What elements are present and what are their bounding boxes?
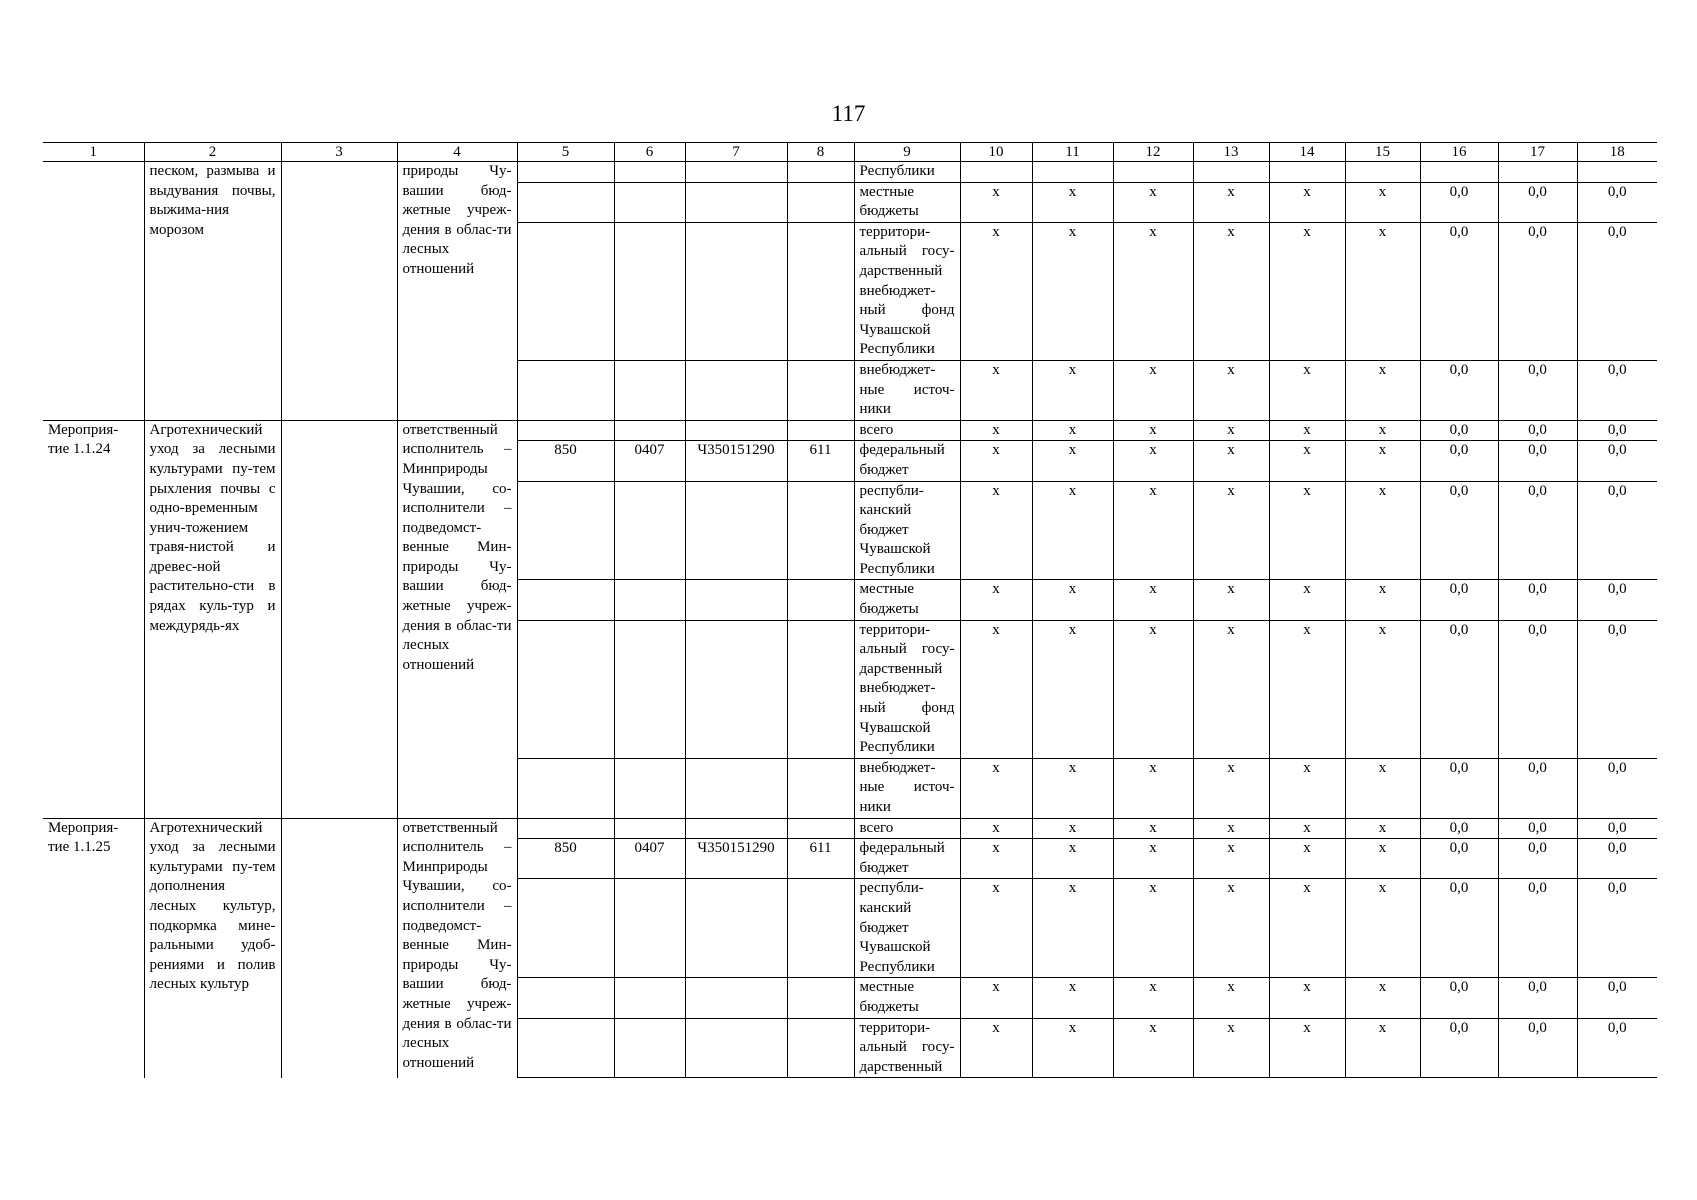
funding-value: х	[1113, 978, 1193, 1018]
funding-value: х	[960, 758, 1032, 818]
funding-source: местные бюджеты	[854, 580, 960, 620]
funding-value: х	[1032, 481, 1113, 580]
budget-code-cell	[787, 879, 854, 978]
budget-code-cell	[517, 420, 614, 441]
funding-value: х	[1113, 420, 1193, 441]
funding-value: х	[960, 818, 1032, 839]
funding-value: х	[960, 182, 1032, 222]
column-header: 6	[614, 143, 685, 162]
funding-value: 0,0	[1420, 879, 1498, 978]
budget-code-cell	[517, 978, 614, 1018]
funding-value: х	[960, 481, 1032, 580]
table-row	[43, 162, 1657, 183]
funding-value: х	[1113, 620, 1193, 758]
budget-code-cell	[685, 222, 787, 360]
budget-code-cell	[614, 580, 685, 620]
funding-value: х	[960, 360, 1032, 420]
funding-value: 0,0	[1420, 360, 1498, 420]
budget-code-cell	[787, 162, 854, 183]
budget-code-cell	[685, 1018, 787, 1078]
funding-value: х	[1345, 481, 1420, 580]
budget-table	[43, 142, 1657, 1078]
budget-code-cell	[614, 879, 685, 978]
budget-code-cell	[614, 162, 685, 183]
funding-value: 0,0	[1420, 182, 1498, 222]
budget-code-cell	[787, 758, 854, 818]
measure-description: Агротехнический уход за лесными культурами пу-тем дополнения лесных культур, подкормка мине-ральными удоб-рениями и полив лесных культур	[144, 818, 281, 1078]
funding-source: всего	[854, 818, 960, 839]
funding-value: х	[1269, 360, 1345, 420]
funding-value: 0,0	[1498, 580, 1577, 620]
funding-value: х	[960, 420, 1032, 441]
measure-description: Агротехнический уход за лесными культурами пу-тем рыхления почвы с одно-временным унич-тожением травя-нистой и древес-ной растительно-сти в рядах куль-тур и междурядь-ях	[144, 420, 281, 818]
budget-code-cell	[517, 818, 614, 839]
funding-value: 0,0	[1420, 758, 1498, 818]
funding-value: 0,0	[1420, 441, 1498, 481]
funding-value: 0,0	[1577, 182, 1657, 222]
budget-code-cell	[517, 620, 614, 758]
responsible-executor: ответственный исполнитель – Минприроды Чувашии, со-исполнители – подведомст-венные Мин-природы Чу-вашии бюд-жетные учреж-дения в облас-ти лесных отношений	[397, 420, 517, 818]
funding-value: х	[1113, 481, 1193, 580]
funding-value: х	[1269, 481, 1345, 580]
funding-value: х	[1345, 978, 1420, 1018]
funding-source: республи-канский бюджет Чувашской Республики	[854, 879, 960, 978]
column-header: 14	[1269, 143, 1345, 162]
funding-value: 0,0	[1420, 978, 1498, 1018]
budget-code-cell	[517, 1018, 614, 1078]
funding-value: х	[1032, 620, 1113, 758]
budget-code-cell	[614, 818, 685, 839]
funding-value: х	[1113, 360, 1193, 420]
funding-value: 0,0	[1420, 1018, 1498, 1078]
funding-value: х	[1113, 580, 1193, 620]
funding-source: внебюджет-ные источ-ники	[854, 758, 960, 818]
funding-value	[1032, 162, 1113, 183]
funding-value: х	[1193, 222, 1269, 360]
funding-value: х	[1032, 420, 1113, 441]
funding-value: х	[1193, 758, 1269, 818]
budget-code-cell	[685, 978, 787, 1018]
funding-value: х	[1345, 879, 1420, 978]
column-header: 12	[1113, 143, 1193, 162]
funding-value: х	[1193, 481, 1269, 580]
funding-source: местные бюджеты	[854, 978, 960, 1018]
funding-value: 0,0	[1498, 182, 1577, 222]
funding-value: 0,0	[1498, 758, 1577, 818]
funding-value: 0,0	[1577, 758, 1657, 818]
funding-value: х	[1269, 441, 1345, 481]
funding-value: х	[1345, 758, 1420, 818]
funding-value: х	[1345, 839, 1420, 879]
funding-value: х	[1032, 879, 1113, 978]
funding-value: 0,0	[1498, 978, 1577, 1018]
funding-value: х	[1345, 1018, 1420, 1078]
budget-code-cell	[614, 182, 685, 222]
budget-code-cell	[787, 182, 854, 222]
measure-name: Мероприя-тие 1.1.25	[43, 818, 144, 1078]
funding-value	[960, 162, 1032, 183]
funding-value: х	[1345, 360, 1420, 420]
funding-value: х	[960, 222, 1032, 360]
budget-code-cell	[685, 620, 787, 758]
funding-value: х	[960, 839, 1032, 879]
funding-value: х	[1032, 1018, 1113, 1078]
funding-value: 0,0	[1577, 441, 1657, 481]
funding-value	[1345, 162, 1420, 183]
funding-value: 0,0	[1498, 879, 1577, 978]
funding-value: х	[960, 978, 1032, 1018]
column-header: 7	[685, 143, 787, 162]
budget-code-cell	[517, 182, 614, 222]
funding-value	[1113, 162, 1193, 183]
budget-code-cell	[787, 978, 854, 1018]
column-header: 3	[281, 143, 397, 162]
executor-cell	[281, 162, 397, 421]
budget-code-cell	[685, 162, 787, 183]
budget-code-cell	[685, 182, 787, 222]
funding-source: республи-канский бюджет Чувашской Республики	[854, 481, 960, 580]
table-row	[43, 420, 1657, 441]
executor-cell	[281, 818, 397, 1078]
funding-value: х	[1269, 222, 1345, 360]
funding-value: х	[1193, 441, 1269, 481]
budget-code-cell	[614, 620, 685, 758]
funding-value: х	[1345, 818, 1420, 839]
budget-code-cell	[685, 818, 787, 839]
funding-value: х	[1345, 420, 1420, 441]
funding-value: х	[1345, 222, 1420, 360]
budget-code-cell	[614, 420, 685, 441]
column-header: 2	[144, 143, 281, 162]
funding-value: х	[1032, 758, 1113, 818]
budget-code-cell	[614, 758, 685, 818]
funding-value: 0,0	[1420, 839, 1498, 879]
budget-code-cell	[787, 360, 854, 420]
funding-value: х	[1269, 620, 1345, 758]
funding-value: х	[960, 620, 1032, 758]
funding-value: х	[1193, 360, 1269, 420]
funding-value: 0,0	[1577, 360, 1657, 420]
funding-value: х	[1113, 839, 1193, 879]
funding-value: 0,0	[1577, 620, 1657, 758]
funding-value: х	[1113, 1018, 1193, 1078]
funding-value: х	[1269, 182, 1345, 222]
funding-value: х	[1269, 978, 1345, 1018]
funding-value: х	[1113, 441, 1193, 481]
funding-value: 0,0	[1498, 222, 1577, 360]
funding-value: х	[1113, 818, 1193, 839]
funding-value: х	[1345, 620, 1420, 758]
funding-value: 0,0	[1577, 580, 1657, 620]
funding-value: 0,0	[1498, 420, 1577, 441]
responsible-executor: природы Чу-вашии бюд-жетные учреж-дения в облас-ти лесных отношений	[397, 162, 517, 421]
budget-code-cell: Ч350151290	[685, 839, 787, 879]
budget-code-cell	[787, 818, 854, 839]
table-row	[43, 818, 1657, 839]
funding-source: всего	[854, 420, 960, 441]
funding-value: х	[1032, 978, 1113, 1018]
budget-code-cell	[614, 360, 685, 420]
budget-code-cell	[685, 580, 787, 620]
budget-code-cell	[614, 1018, 685, 1078]
funding-value: х	[1269, 420, 1345, 441]
funding-value: х	[1032, 182, 1113, 222]
budget-code-cell: 0407	[614, 839, 685, 879]
budget-code-cell	[614, 481, 685, 580]
funding-value: х	[960, 879, 1032, 978]
funding-source: территори-альный госу-дарственный внебюджет-ный фонд Чувашской Республики	[854, 222, 960, 360]
budget-code-cell	[517, 758, 614, 818]
funding-value: х	[1032, 360, 1113, 420]
funding-value: х	[1193, 978, 1269, 1018]
column-header: 1	[43, 143, 144, 162]
funding-value: 0,0	[1498, 620, 1577, 758]
funding-value: х	[1193, 580, 1269, 620]
measure-description: песком, размыва и выдувания почвы, выжима-ния морозом	[144, 162, 281, 421]
column-header: 18	[1577, 143, 1657, 162]
column-header: 5	[517, 143, 614, 162]
funding-value: х	[1032, 818, 1113, 839]
funding-value: х	[960, 580, 1032, 620]
budget-code-cell	[517, 222, 614, 360]
budget-code-cell	[614, 978, 685, 1018]
funding-value: 0,0	[1420, 818, 1498, 839]
measure-name: Мероприя-тие 1.1.24	[43, 420, 144, 818]
budget-code-cell	[685, 879, 787, 978]
budget-code-cell	[787, 1018, 854, 1078]
funding-value: 0,0	[1577, 481, 1657, 580]
funding-value: х	[1269, 818, 1345, 839]
budget-code-cell	[787, 620, 854, 758]
budget-code-cell: 611	[787, 839, 854, 879]
funding-value: х	[1032, 441, 1113, 481]
funding-source: местные бюджеты	[854, 182, 960, 222]
funding-value: х	[1113, 758, 1193, 818]
funding-value: х	[960, 1018, 1032, 1078]
funding-value: х	[1345, 441, 1420, 481]
budget-code-cell: 850	[517, 839, 614, 879]
funding-value	[1420, 162, 1498, 183]
funding-value: 0,0	[1498, 818, 1577, 839]
funding-value: х	[1269, 879, 1345, 978]
funding-value: 0,0	[1498, 1018, 1577, 1078]
funding-value: х	[1113, 222, 1193, 360]
column-header: 4	[397, 143, 517, 162]
budget-code-cell	[614, 222, 685, 360]
funding-value: х	[1032, 839, 1113, 879]
responsible-executor: ответственный исполнитель – Минприроды Чувашии, со-исполнители – подведомст-венные Мин-природы Чу-вашии бюд-жетные учреж-дения в облас-ти лесных отношений	[397, 818, 517, 1078]
page-number: 117	[831, 101, 866, 126]
executor-cell	[281, 420, 397, 818]
table-header-row	[43, 143, 1657, 162]
funding-value	[1269, 162, 1345, 183]
funding-value: 0,0	[1577, 879, 1657, 978]
funding-value: х	[1345, 580, 1420, 620]
budget-code-cell	[787, 580, 854, 620]
budget-code-cell: Ч350151290	[685, 441, 787, 481]
funding-value: х	[1269, 580, 1345, 620]
funding-value	[1498, 162, 1577, 183]
funding-value: х	[1345, 182, 1420, 222]
funding-value: х	[1193, 879, 1269, 978]
budget-code-cell	[685, 420, 787, 441]
column-header: 15	[1345, 143, 1420, 162]
column-header: 8	[787, 143, 854, 162]
funding-value: х	[1193, 182, 1269, 222]
funding-value: х	[1193, 839, 1269, 879]
funding-value: х	[1269, 758, 1345, 818]
budget-code-cell	[517, 360, 614, 420]
budget-code-cell	[787, 481, 854, 580]
funding-value: 0,0	[1420, 620, 1498, 758]
funding-value: 0,0	[1498, 481, 1577, 580]
funding-value: 0,0	[1420, 222, 1498, 360]
funding-value: х	[1113, 879, 1193, 978]
funding-value: 0,0	[1420, 481, 1498, 580]
funding-source: федеральный бюджет	[854, 441, 960, 481]
funding-value: х	[1193, 818, 1269, 839]
funding-value: 0,0	[1420, 580, 1498, 620]
budget-code-cell: 0407	[614, 441, 685, 481]
funding-value: 0,0	[1498, 360, 1577, 420]
funding-source: территори-альный госу-дарственный	[854, 1018, 960, 1078]
budget-code-cell	[517, 879, 614, 978]
budget-code-cell	[517, 162, 614, 183]
budget-code-cell	[517, 580, 614, 620]
budget-code-cell: 850	[517, 441, 614, 481]
budget-code-cell	[787, 222, 854, 360]
funding-source: внебюджет-ные источ-ники	[854, 360, 960, 420]
funding-value: х	[1113, 182, 1193, 222]
budget-code-cell	[685, 360, 787, 420]
funding-value: 0,0	[1577, 839, 1657, 879]
funding-source: Республики	[854, 162, 960, 183]
column-header: 9	[854, 143, 960, 162]
column-header: 10	[960, 143, 1032, 162]
funding-value: 0,0	[1420, 420, 1498, 441]
funding-value: 0,0	[1577, 420, 1657, 441]
funding-source: федеральный бюджет	[854, 839, 960, 879]
funding-value: 0,0	[1577, 222, 1657, 360]
column-header: 16	[1420, 143, 1498, 162]
column-header: 17	[1498, 143, 1577, 162]
funding-value: х	[1193, 420, 1269, 441]
budget-code-cell	[517, 481, 614, 580]
funding-value: 0,0	[1577, 1018, 1657, 1078]
funding-source: территори-альный госу-дарственный внебюджет-ный фонд Чувашской Республики	[854, 620, 960, 758]
funding-value	[1577, 162, 1657, 183]
funding-value: 0,0	[1577, 818, 1657, 839]
funding-value: х	[1032, 222, 1113, 360]
funding-value: 0,0	[1498, 839, 1577, 879]
funding-value: х	[1269, 839, 1345, 879]
funding-value: х	[1193, 1018, 1269, 1078]
funding-value: х	[1032, 580, 1113, 620]
measure-name	[43, 162, 144, 421]
funding-value: 0,0	[1498, 441, 1577, 481]
funding-value: 0,0	[1577, 978, 1657, 1018]
funding-value	[1193, 162, 1269, 183]
column-header: 11	[1032, 143, 1113, 162]
funding-value: х	[1269, 1018, 1345, 1078]
funding-value: х	[960, 441, 1032, 481]
budget-code-cell: 611	[787, 441, 854, 481]
budget-code-cell	[787, 420, 854, 441]
funding-value: х	[1193, 620, 1269, 758]
budget-code-cell	[685, 758, 787, 818]
column-header: 13	[1193, 143, 1269, 162]
budget-code-cell	[685, 481, 787, 580]
